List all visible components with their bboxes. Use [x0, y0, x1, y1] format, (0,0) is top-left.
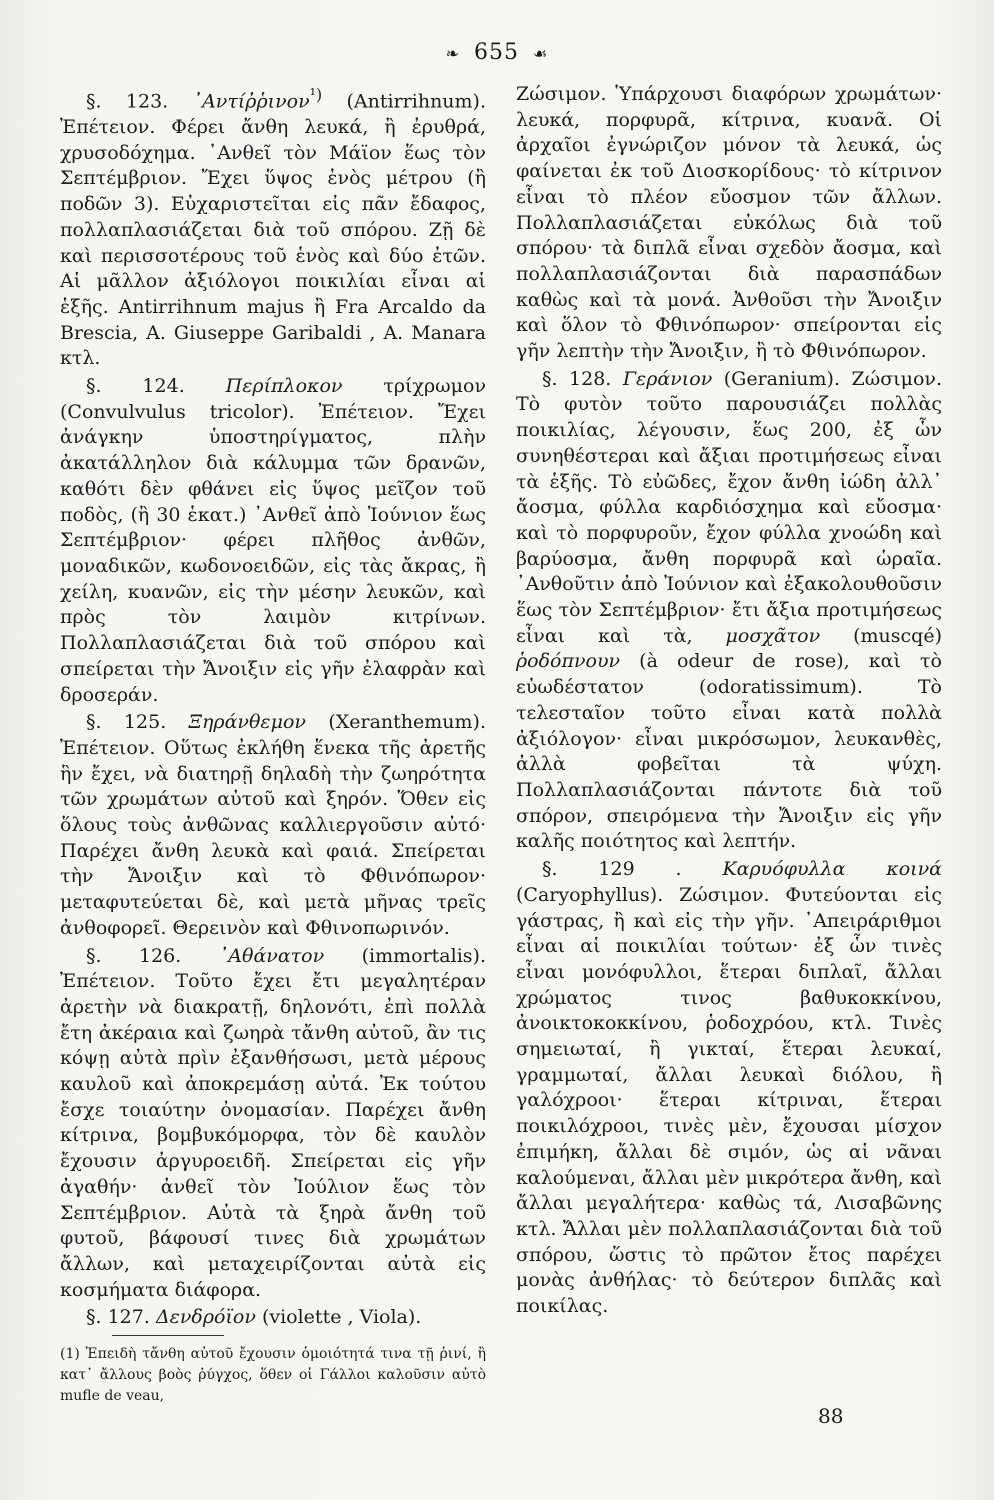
- page-header: [0, 40, 994, 65]
- entry-name: Καρυόφυλλα κοινά: [722, 858, 942, 881]
- entry-name: Γεράνιον: [622, 367, 713, 390]
- variety-text: (à odeur de rose), καὶ τὸ εὐωδέστατον (odoratissimum). Τὸ τελεσταῖον τοῦτο εἶναι κατὰ πολλὰ ἀξιόλογον· εἶναι μικρόσωμον, λευκανθὲς, ἀλλὰ φοβεῖται τὰ ψύχη. Πολλαπλασιάζονται πάντοτε διὰ τοῦ σπόρον, σπειρόμενα τὴν Ἄνοιξιν εἰς γῆν καλῆς ποιότητος καὶ λεπτήν.: [516, 650, 942, 853]
- signature-mark: 88: [818, 1404, 844, 1428]
- footnote-ref: ¹): [309, 85, 323, 104]
- entry-number: §. 126.: [86, 944, 182, 967]
- entry-number: §. 124.: [86, 375, 185, 398]
- entry-125: [60, 710, 486, 941]
- entry-name: Ξηράνθεμον: [188, 711, 306, 734]
- variety-text: (muscqé): [820, 624, 942, 647]
- entry-127-continued: Ζώσιμον. Ὑπάρχουσι διαφόρων χρωμάτων· λευκά, πορφυρᾶ, κίτρινα, κυανᾶ. Οἱ ἀρχαῖοι ἐγνώριζον μόνον τὰ λευκά, ὡς φαίνεται ἐκ τοῦ Διοσκορίδους· τὸ κίτρινον εἶναι τὸ πλέον εὔοσμον τῶν ἄλλων. Πολλαπλασιάζεται εὐκόλως διὰ τοῦ σπόρου· τὰ διπλᾶ εἶναι σχεδὸν ἄοσμα, καὶ πολλαπλασιάζονται διὰ παρασπάδων καθὼς καὶ τὰ μονά. Ἀνθοῦσι τὴν Ἄνοιξιν καὶ ὅλον τὸ Φθινόπωρον· σπείρονται εἰς γῆν λεπτὴν τὴν Ἄνοιξιν, ἢ τὸ Φθινόπωρον.: [516, 83, 942, 363]
- entry-name: ᾽Αθάνατον: [218, 944, 325, 967]
- ornament-left-icon: ❧: [445, 43, 461, 63]
- entry-text: (Xeranthemum). Ἐπέτειον. Οὕτως ἐκλήθη ἕνεκα τῆς ἀρετῆς ἣν ἔχει, νὰ διατηρῇ δηλαδὴ τὴν ζωηρότητα τῶν χρωμάτων αὐτοῦ καὶ ξηρόν. Ὅθεν εἰς ὅλους τοὺς ἀνθῶνας καλλιεργοῦσιν αὐτό· Παρέχει ἄνθη λευκὰ καὶ φαιά. Σπείρεται τὴν Ἄνοιξιν καὶ τὸ Φθινόπωρον· μεταφυτεύεται δὲ, καὶ μετὰ μῆνας τρεῖς ἀνθοφορεῖ. Θερεινὸν καὶ Φθινοπωρινόν.: [60, 711, 486, 939]
- entry-number: §. 129 .: [542, 858, 682, 881]
- entry-127: [60, 1305, 486, 1331]
- entry-124: [60, 374, 486, 708]
- entry-128: [516, 367, 942, 855]
- entry-number: §. 128.: [542, 367, 612, 390]
- footnote: (1) Ἐπειδὴ τἄνθη αὐτοῦ ἔχουσιν ὁμοιότητά τινα τῇ ῥινί, ἢ κατ᾽ ἄλλους βοὸς ῥύγχος, ὅθεν οἱ Γάλλοι καλοῦσιν αὐτὸ mufle de veau,: [60, 1346, 486, 1404]
- variety-name: μοσχᾶτον: [725, 624, 821, 647]
- right-column: [516, 82, 942, 1320]
- entry-text: (immortalis). Ἐπέτειον. Τοῦτο ἔχει ἔτι μεγαλητέραν ἀρετὴν νὰ διακρατῇ, δηλονότι, ἐπὶ πολλὰ ἔτη ἀκέραια καὶ ζωηρὰ τἄνθη αὐτοῦ, ἂν τις κόψῃ αὐτὰ πρὶν ἐξανθήσωσι, μετὰ μέρους καυλοῦ καὶ ἀποκρεμάσῃ αὐτά. Ἐκ τούτου ἔσχε τοιαύτην ὀνομασίαν. Παρέχει ἄνθη κίτρινα, βομβυκόμορφα, τὸν δὲ καυλὸν ἔχουσιν ἀργυροειδῆ. Σπείρεται εἰς γῆν ἀγαθήν· ἀνθεῖ τὸν Ἰούλιον ἕως τὸν Σεπτέμβριον. Αὐτὰ τὰ ξηρὰ ἄνθη τοῦ φυτοῦ, βάφουσί τινες διὰ χρωμάτων ἄλλων, καὶ μεταχειρίζονται αὐτὰ εἰς κοσμήματα διάφορα.: [60, 944, 486, 1301]
- entry-text: τρίχρωμον (Convulvulus tricolor). Ἐπέτειον. Ἔχει ἀνάγκην ὑποστηρίγματος, πλὴν ἀκατάλληλον διὰ κάλυμμα τῶν δρανῶν, καθότι δὲν φθάνει εἰς ὕψος μεῖζον τοῦ ποδὸς, (ἢ 30 ἑκατ.) ᾽Ανθεῖ ἀπὸ Ἰούνιον ἕως Σεπτέμβριον· φέρει πλῆθος ἀνθῶν, μοναδικῶν, κωδονοειδῶν, εἰς τὰς ἄκρας, ἢ χείλη, κυανῶν, εἰς τὴν μέσην λευκῶν, καὶ πρὸς τὸν λαιμὸν κιτρίνων. Πολλαπλασιάζεται διὰ τοῦ σπόρου καὶ σπείρεται τὴν Ἄνοιξιν εἰς γῆν ἐλαφρὰν καὶ δροσεράν.: [60, 375, 487, 706]
- entry-text: (Geranium). Ζώσιμον. Τὸ φυτὸν τοῦτο παρουσιάζει πολλὰς ποικιλίας, λέγουσιν, ἕως 200, ἐξ ὧν συνηθέστεραι καὶ ἄξιαι προτιμήσεως εἶναι τὰ ἑξῆς. Τὸ εὐῶδες, ἔχον ἄνθη ἰώδη ἀλλ᾽ ἄοσμα, φύλλα καρδιόσχημα καὶ εὔοσμα· καὶ τὸ πορφυροῦν, ἔχον φύλλα χνοώδη καὶ βαρύοσμα, ἄνθη πορφυρᾶ καὶ ὡραῖα. ᾽Ανθοῦτιν ἀπὸ Ἰούνιον καὶ ἐξακολουθοῦσιν ἕως τὸν Σεπτέμβριον· ἔτι ἄξια προτιμήσεως εἶναι καὶ τὰ,: [516, 367, 943, 647]
- entry-129: [516, 857, 942, 1320]
- entry-name: Δενδρόϊον: [155, 1306, 256, 1329]
- page-number: 655: [474, 40, 520, 65]
- footnote-divider: [112, 1335, 224, 1336]
- entry-name: Περίπλοκον: [225, 375, 343, 398]
- entry-number: §. 123.: [86, 90, 169, 113]
- entry-name: ᾽Αντίῤῥινον: [192, 90, 310, 113]
- entry-text: (violette , Viola).: [255, 1306, 422, 1329]
- entry-text: (Antirrihnum). Ἐπέτειον. Φέρει ἄνθη λευκά, ἢ ἐρυθρά, χρυσοδόχημα. ᾽Ανθεῖ τὸν Μάϊον ἕως τὸν Σεπτέμβριον. Ἔχει ὕψος ἑνὸς μέτρου (ἢ ποδῶν 3). Εὐχαριστεῖται εἰς πᾶν ἔδαφος, πολλαπλασιάζεται διὰ τοῦ σπόρου. Ζῇ δὲ καὶ περισσοτέρους τοῦ ἑνὸς καὶ δύο ἐτῶν. Αἱ μᾶλλον ἀξιόλογοι ποικιλίαι εἶναι αἱ ἑξῆς. Antirrihnum majus ἢ Fra Arcaldo da Brescia, A. Giuseppe Garibaldi , A. Manara κτλ.: [60, 90, 487, 370]
- ornament-right-icon: ☙: [533, 43, 549, 63]
- variety-name: ῥοδόπνουν: [516, 650, 621, 673]
- entry-text: (Caryophyllus). Ζώσιμον. Φυτεύονται εἰς γάστρας, ἢ καὶ εἰς τὴν γῆν. ᾽Απειράριθμοι εἶναι αἱ ποικιλίαι τούτων· ἐξ ὧν τινὲς εἶναι μονόφυλλοι, ἕτεραι διπλαῖ, ἄλλαι χρώματος τινος βαθυκοκκίνου, ἀνοικτοκοκκίνου, ῥοδοχρόου, κτλ. Τινὲς σημειωταί, ἢ γικταί, ἕτεραι λευκαί, γραμμωταί, ἄλλαι λευκαὶ διόλου, ἢ γαλόχροοι· ἕτεραι κίτριναι, ἕτεραι ποικιλόχροοι, τινὲς μὲν, ἔχουσαι μίσχον ἐπιμήκη, ἄλλαι δὲ σιμόν, ὡς αἱ νᾶναι καλούμεναι, ἄλλαι μὲν μικρότερα ἄνθη, καὶ ἄλλαι μεγαλήτερα· καθὼς τά, Λισαβῶνης κτλ. Ἄλλαι μὲν πολλαπλασιάζονται διὰ τοῦ σπόρου, ὥστις τὸ πρῶτον ἔτος παρέχει μονὰς ἀνθήλας· τὸ δεύτερον διπλᾶς καὶ ποικίλας.: [516, 883, 942, 1318]
- entry-number: §. 127.: [86, 1306, 150, 1329]
- entry-number: §. 125.: [86, 711, 167, 734]
- entry-126: [60, 944, 486, 1304]
- entry-123: [60, 82, 486, 372]
- left-column: [60, 82, 486, 1331]
